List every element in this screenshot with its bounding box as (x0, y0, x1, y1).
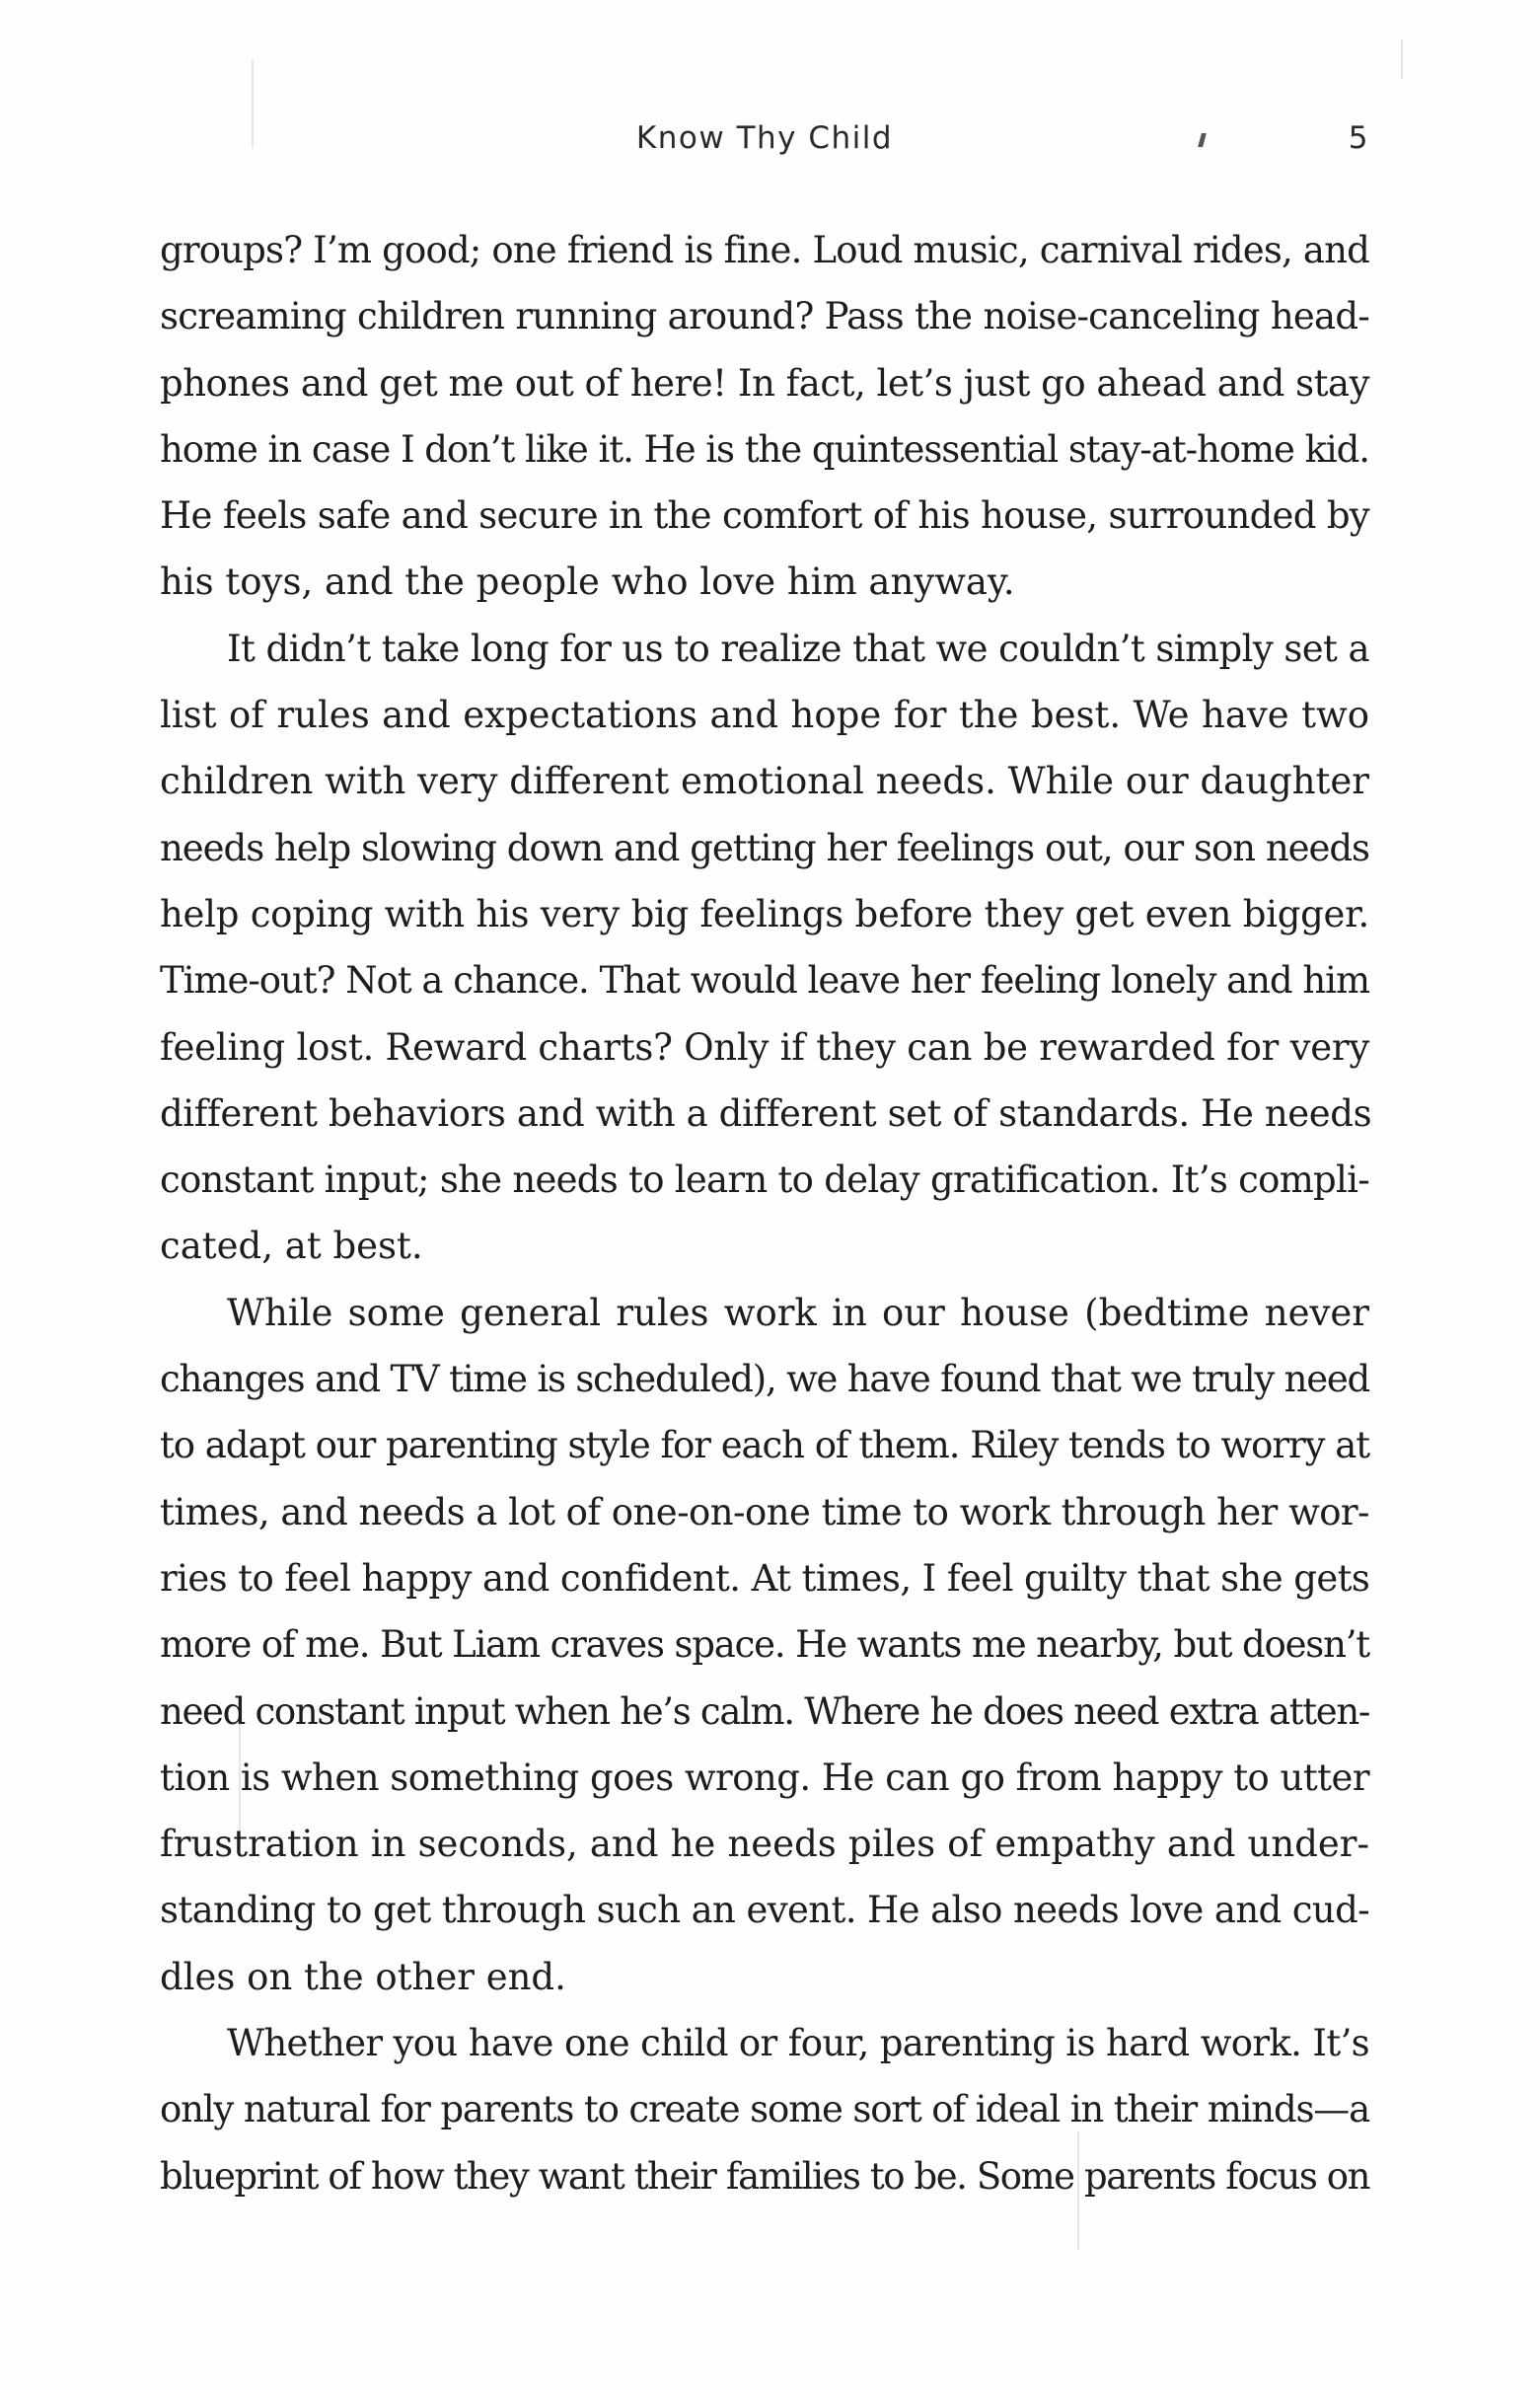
text-line: Whether you have one child or four, parenting is hard work. It’s (227, 2022, 1369, 2065)
text-line: more of me. But Liam craves space. He wants me nearby, but doesn’t (160, 1623, 1369, 1667)
text-line: help coping with his very big feelings before they get even bigger. (160, 892, 1369, 935)
text-line: changes and TV time is scheduled), we have found that we truly need (160, 1358, 1369, 1401)
text-line: different behaviors and with a different set of standards. He needs (160, 1091, 1372, 1135)
text-line: his toys, and the people who love him anyway. (160, 560, 1015, 604)
text-line: frustration in seconds, and he needs piles of empathy and under- (160, 1823, 1369, 1866)
scan-artifact-line (1401, 39, 1403, 79)
text-line: While some general rules work in our house (bedtime never (227, 1291, 1369, 1334)
running-head (160, 120, 1369, 170)
text-line: groups? I’m good; one friend is fine. Loud music, carnival rides, and (160, 229, 1369, 271)
text-line: It didn’t take long for us to realize that we couldn’t simply set a (227, 627, 1369, 670)
text-line: only natural for parents to create some sort of ideal in their minds—a (160, 2088, 1369, 2131)
text-line: need constant input when he’s calm. Where he does need extra atten- (160, 1689, 1369, 1733)
text-line: He feels safe and secure in the comfort of his house, surrounded by (160, 494, 1369, 538)
text-line: Time-out? Not a chance. That would leave her feeling lonely and him (160, 959, 1369, 1003)
text-line: screaming children running around? Pass the noise-canceling head- (160, 295, 1369, 338)
text-line: home in case I don’t like it. He is the quintessential stay-at-home kid. (160, 427, 1369, 471)
text-line: cated, at best. (160, 1225, 423, 1268)
text-line: dles on the other end. (160, 1955, 566, 1998)
text-line: phones and get me out of here! In fact, let’s just go ahead and stay (160, 361, 1369, 405)
text-line: list of rules and expectations and hope for the best. We have two (160, 694, 1369, 737)
text-line: standing to get through such an event. He also needs love and cud- (160, 1889, 1369, 1932)
text-line: constant input; she needs to learn to delay gratification. It’s compli- (160, 1158, 1369, 1202)
text-line: times, and needs a lot of one-on-one time to work through her wor- (160, 1490, 1369, 1533)
page-number: 5 (1348, 120, 1369, 156)
body-text (160, 217, 1372, 2209)
text-line: needs help slowing down and getting her feelings out, our son needs (160, 826, 1369, 869)
text-line: blueprint of how they want their families to be. Some parents focus on (160, 2154, 1369, 2198)
text-line: feeling lost. Reward charts? Only if they can be rewarded for very (160, 1025, 1369, 1069)
text-line: tion is when something goes wrong. He can go from happy to utter (160, 1755, 1369, 1799)
text-line: to adapt our parenting style for each of them. Riley tends to worry at (160, 1424, 1369, 1467)
text-line: ries to feel happy and confident. At times, I feel guilty that she gets (160, 1556, 1370, 1600)
text-line: children with very different emotional needs. While our daughter (160, 760, 1369, 803)
running-head-title: Know Thy Child (635, 120, 894, 156)
